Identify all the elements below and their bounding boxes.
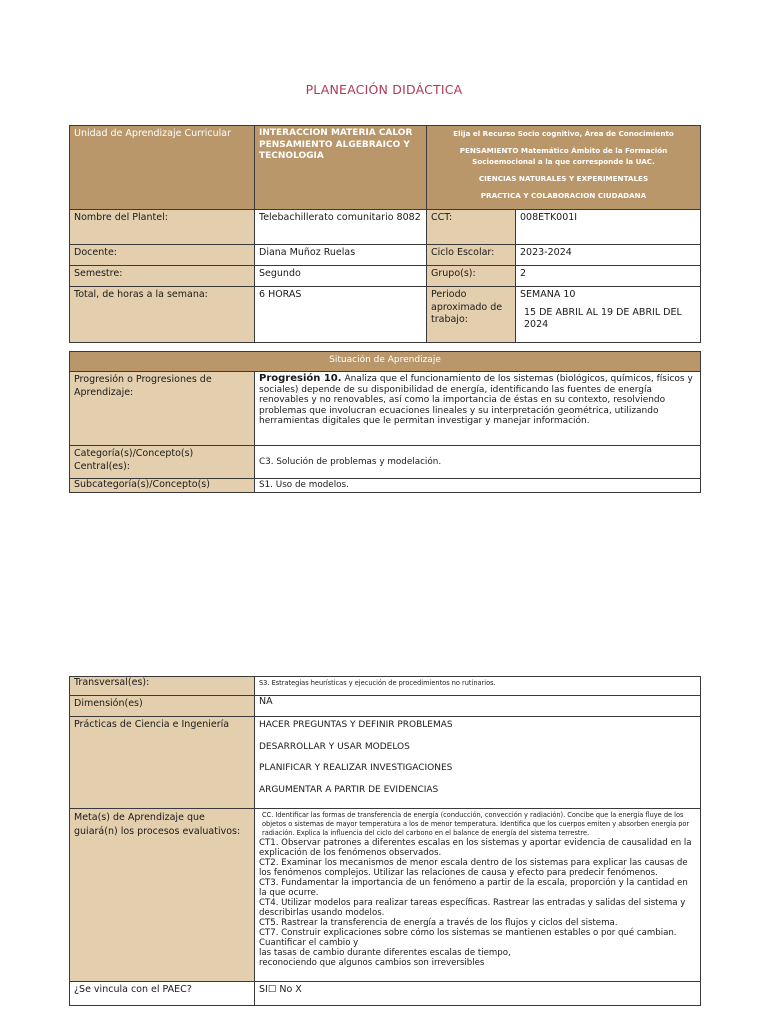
- periodo-dates: 15 DE ABRIL AL 19 DE ABRIL DEL 2024: [524, 306, 682, 330]
- cct-value: 008ETK001I: [516, 210, 701, 245]
- meta-item: CT1. Observar patrones a diferentes escalas en los sistemas y aportar evidencia de causalidad en la explicación de los fenómenos observados.: [259, 838, 692, 858]
- meta-item: CT7. Construir explicaciones sobre cómo los sistemas se mantienen estables o por qué cambian. Cuantificar el cambio y: [259, 928, 677, 948]
- cct-label: CCT:: [427, 210, 516, 245]
- practicas-list: [255, 717, 701, 809]
- uac-option-2: CIENCIAS NATURALES Y EXPERIMENTALES: [478, 174, 649, 183]
- progresion-cell: [255, 372, 701, 446]
- progresion-title: Progresión 10.: [259, 373, 342, 384]
- dimension-value: NA: [255, 696, 701, 717]
- subcategoria-value: S1. Uso de modelos.: [255, 479, 701, 493]
- uac-option-3: PRACTICA Y COLABORACION CIUDADANA: [480, 191, 647, 200]
- meta-item: CT2. Examinar los mecanismos de menor escala dentro de los sistemas para explicar las causas de los fenómenos complejos. Utilizar las relaciones de causa y efecto para predecir fenómenos.: [259, 858, 688, 878]
- docente-value: Diana Muñoz Ruelas: [255, 245, 427, 266]
- situacion-table: [69, 351, 701, 493]
- horas-label: Total, de horas a la semana:: [70, 287, 255, 343]
- meta-item: CT3. Fundamentar la importancia de un fenómeno a partir de la escala, proporción y la cantidad en la que ocurre.: [259, 878, 688, 898]
- paec-value: SI☐ No X: [255, 982, 701, 1006]
- uac-options: [427, 126, 701, 210]
- practica-item: HACER PREGUNTAS Y DEFINIR PROBLEMAS: [259, 720, 453, 730]
- transversal-label: Transversal(es):: [70, 677, 255, 696]
- meta-item: CT4. Utilizar modelos para realizar tareas específicas. Rastrear las entradas y salidas del sistema y describirlas usando modelos.: [259, 898, 686, 918]
- progresion-label: Progresión o Progresiones de Aprendizaje:: [70, 372, 255, 446]
- meta-item: reconociendo que algunos cambios son irreversibles: [259, 958, 485, 968]
- paec-label: ¿Se vincula con el PAEC?: [70, 982, 255, 1006]
- grupo-value: 2: [516, 266, 701, 287]
- horas-value: 6 HORAS: [255, 287, 427, 343]
- practica-item: DESARROLLAR Y USAR MODELOS: [259, 741, 410, 752]
- semestre-label: Semestre:: [70, 266, 255, 287]
- plantel-value: Telebachillerato comunitario 8082: [255, 210, 427, 245]
- uac-instruction: Elija el Recurso Socio cognitivo, Área de Conocimiento: [453, 129, 674, 138]
- periodo-week: SEMANA 10: [520, 289, 576, 300]
- dimension-label: Dimensión(es): [70, 696, 255, 717]
- metas-cc: CC. Identificar las formas de transferencia de energía (conducción, convección y radiación). Concibe que la energía fluye de los objetos o sistemas de mayor temperatura a los de menor temperatura. Identifica que los cuerpos emiten y absorben energía por radiación. Explica la influencia del ciclo del carbono en el balance de energía del sistema terrestre.: [262, 811, 690, 837]
- categoria-label: Categoría(s)/Concepto(s) Central(es):: [70, 446, 255, 479]
- periodo-label: Periodo aproximado de trabajo:: [427, 287, 516, 343]
- practicas-label: Prácticas de Ciencia e Ingeniería: [70, 717, 255, 809]
- metas-cell: [255, 809, 701, 982]
- general-info-table: [69, 125, 701, 343]
- practica-item: PLANIFICAR Y REALIZAR INVESTIGACIONES: [259, 763, 453, 773]
- practica-item: ARGUMENTAR A PARTIR DE EVIDENCIAS: [259, 784, 439, 795]
- meta-item: CT5. Rastrear la transferencia de energía a través de los flujos y ciclos del sistema.: [259, 918, 618, 928]
- grupo-label: Grupo(s):: [427, 266, 516, 287]
- periodo-value: [516, 287, 701, 343]
- progresion-text: Analiza que el funcionamiento de los sistemas (biológicos, químicos, físicos y sociales) depende de su disponibilidad de energía, identificando las fuentes de energía renovables y no renovables, así como la importancia de éstas en su contexto, resolviendo problemas que involucran ecuaciones lineales y su interpretación geométrica, utilizando herramientas digitales que le permitan investigar y manejar información.: [259, 374, 693, 426]
- subcategoria-label: Subcategoría(s)/Concepto(s): [70, 479, 255, 493]
- meta-item: las tasas de cambio durante diferentes escalas de tiempo,: [259, 948, 511, 958]
- uac-label: Unidad de Aprendizaje Curricular: [70, 126, 255, 210]
- transversal-value: S3. Estrategias heurísticas y ejecución de procedimientos no rutinarios.: [255, 677, 701, 696]
- docente-label: Docente:: [70, 245, 255, 266]
- situacion-header: Situación de Aprendizaje: [70, 352, 701, 372]
- ciclo-label: Ciclo Escolar:: [427, 245, 516, 266]
- metas-label: Meta(s) de Aprendizaje que guiará(n) los procesos evaluativos:: [70, 809, 255, 982]
- uac-option-1: PENSAMIENTO Matemático Ámbito de la Formación Socioemocional a la que corresponde la UAC.: [459, 146, 668, 166]
- competencias-table: [69, 676, 701, 1006]
- uac-value: INTERACCION MATERIA CALOR PENSAMIENTO ALGEBRAICO Y TECNOLOGIA: [255, 126, 427, 210]
- semestre-value: Segundo: [255, 266, 427, 287]
- ciclo-value: 2023-2024: [516, 245, 701, 266]
- plantel-label: Nombre del Plantel:: [70, 210, 255, 245]
- categoria-value: C3. Solución de problemas y modelación.: [255, 446, 701, 479]
- page-title: PLANEACIÓN DIDÁCTICA: [305, 82, 463, 97]
